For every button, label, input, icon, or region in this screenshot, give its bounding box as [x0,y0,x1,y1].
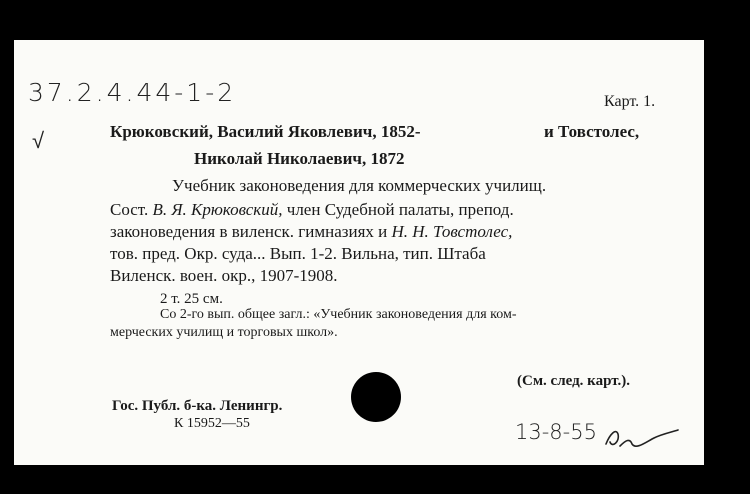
author-heading [110,122,420,142]
title-line-1: Учебник законоведения для коммерческих училищ. [172,176,547,195]
coauthor-heading-continued: Николай Николаевич, 1872 [194,149,405,168]
title-line-2: Сост. В. Я. Крюковский, член Судебной палаты, препод. [110,200,514,219]
continuation-note: (См. след. карт.). [517,373,630,389]
catalog-card [14,40,704,465]
punch-hole [351,372,401,422]
title-line-5: Виленск. воен. окр., 1907-1908. [110,266,338,285]
call-number: 37.2.4.44-1-2 [28,78,237,107]
inventory-number: К 15952—55 [174,416,250,431]
author-name: Крюковский, Василий Яковлевич, 1852- [110,122,421,141]
title-line-3: законоведения в виленск. гимназиях и Н. Н. Товстолес, [110,222,513,241]
handwritten-signature [602,420,682,456]
note-line-2: мерческих училищ и торговых школ». [110,325,338,340]
checkmark: √ [32,129,45,154]
handwritten-date: 13-8-55 [515,420,597,444]
title-line-4: тов. пред. Окр. суда... Вып. 1-2. Вильна, тип. Штаба [110,244,486,263]
note-line-1: Со 2-го вып. общее загл.: «Учебник законоведения для ком- [160,307,517,322]
card-number: Карт. 1. [604,93,656,110]
coauthor-heading: и Товстолес, [544,122,640,141]
library-stamp: Гос. Публ. б-ка. Ленингр. [112,398,283,414]
physical-description: 2 т. 25 см. [160,291,223,307]
